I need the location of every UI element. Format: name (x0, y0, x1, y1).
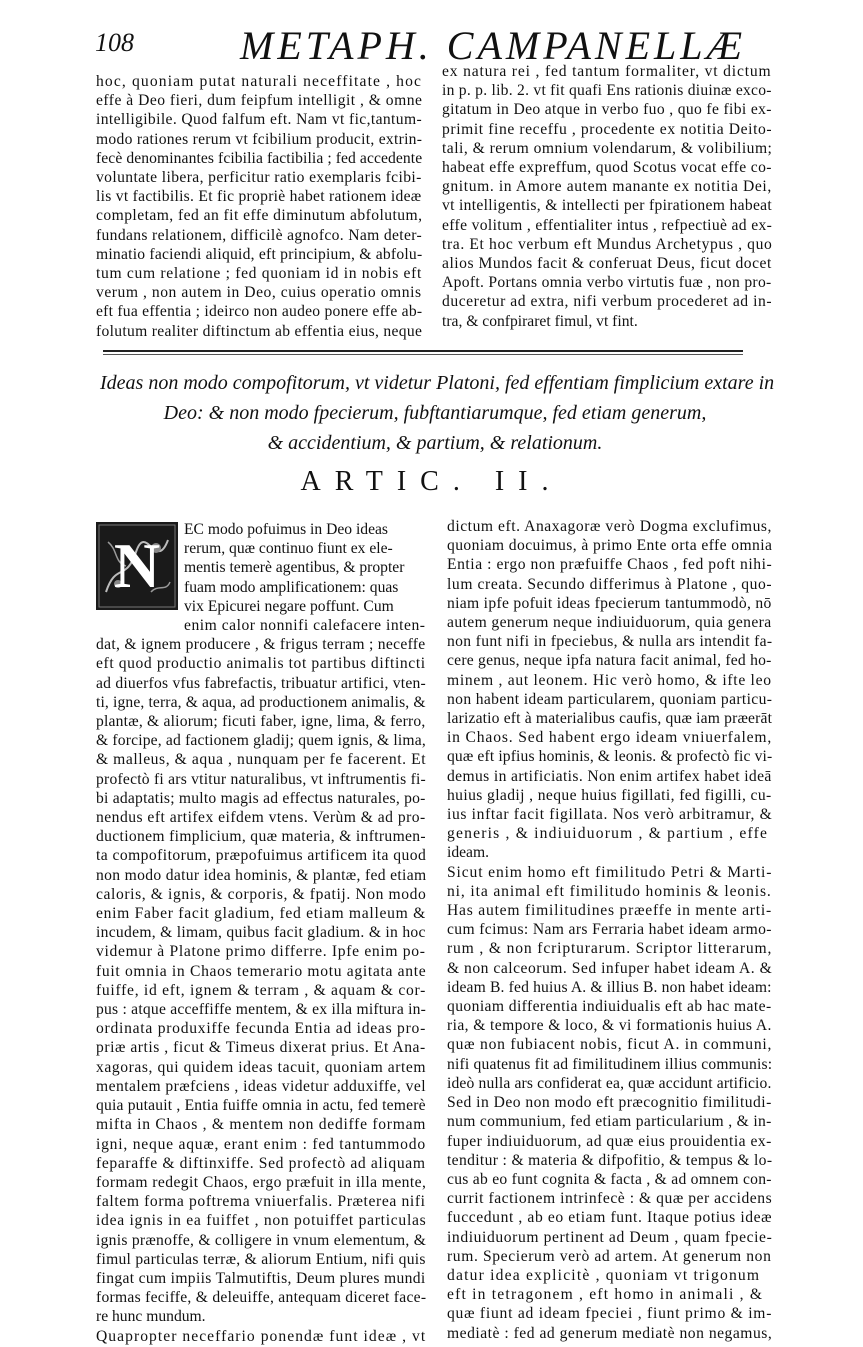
text-line: in p. p. lib. 2. vt fit quafi Ens rationis diuinæ exco- (442, 82, 772, 100)
text-line: Sed in Deo non modo eft præcognitio fimilitudi- (447, 1094, 772, 1112)
text-line: in Chaos. Sed habent ergo ideam vniuerfalem, (447, 729, 772, 747)
text-line: Sicut enim homo eft fimilitudo Petri & Marti- (447, 863, 772, 881)
text-line: re hunc mundum. (96, 1308, 206, 1326)
text-line: enim Faber facit gladium, fed etiam malleum & (96, 905, 426, 923)
text-line: habeat effe expreffum, quod Scotus vocat effe co- (442, 159, 772, 177)
section-divider-rule-thin (103, 354, 743, 355)
text-line: & non calceorum. Sed infuper habet ideam A. & (447, 959, 772, 977)
text-line: EC modo pofuimus in Deo ideas (184, 521, 388, 538)
text-line: tenditur : & materia & difpofitio, & tempus & lo- (447, 1151, 772, 1169)
text-line: non modo datur idea hominis, & plantæ, fed etiam (96, 866, 426, 884)
text-line: quæ eft ipfius hominis, & leonis. & profectò fic vi- (447, 748, 772, 766)
text-line: lis vt factibilis. Et fic propriè habet rationem ideæ (96, 188, 422, 206)
text-line: effe à Deo fieri, dum feipfum intelligit , & omne (96, 92, 422, 110)
text-line: Apoft. Portans omnia verbo virtutis fuæ , non pro- (442, 274, 772, 292)
text-line: hoc, quoniam putat naturali neceffitate , hoc (96, 73, 422, 90)
running-title: METAPH. CAMPANELLÆ (240, 23, 747, 68)
text-line: voluntate libera, perficitur ratio exemplaris fcibi- (96, 169, 422, 187)
text-line: ignis prænoffe, & colligere in vnum elementum, & (96, 1231, 426, 1249)
text-line: modo rationes rerum vt fcibilium producit, extrin- (96, 130, 422, 148)
text-line: vt intelligentis, & intellecti per fpirationem habeat (442, 197, 772, 215)
text-line: gnitum. in Amore autem manante ex notitia Dei, (442, 178, 772, 196)
text-line: incudem, & limam, quibus facit gladium. & in hoc (96, 924, 426, 942)
top-left-column (96, 72, 422, 341)
text-line: mentis temerè agentibus, & propter (184, 559, 405, 577)
text-line: rum. Specierum verò ad artem. At generum non (447, 1247, 772, 1265)
text-line: tra, & confpiraret fimul, vt fint. (442, 312, 638, 330)
text-line: plantæ, & aliorum; ficuti faber, igne, lima, & ferro, (96, 713, 426, 731)
text-line: fimul particulas terræ, & aliorum Entium, nifi quis (96, 1250, 426, 1268)
heading-line: Ideas non modo compofitorum, vt videtur Platoni, fed effentiam fimplicium extare in (100, 372, 775, 394)
text-line: formas feciffe, & deleuiffe, antequam diceret face- (96, 1289, 426, 1307)
text-line: fuit omnia in Chaos temerario motu agitata ante (96, 962, 426, 980)
text-line: ad diuerfos vfus fabrefactis, tribuatur artifici, vten- (96, 674, 426, 692)
text-line: quoniam docuimus, à primo Ente orta effe omnia (447, 537, 772, 555)
text-line: currit factionem intrinfecè : & quæ per accidens (447, 1190, 772, 1208)
text-line: fundans relationem, difficilè agnofco. Nam deter- (96, 226, 422, 244)
text-line: mifta in Chaos , & mentem non dediffe formam (96, 1116, 426, 1134)
text-line: igni, neque aquæ, erant enim : fed tantummodo (96, 1135, 426, 1153)
heading-line: & accidentium, & partium, & relationum. (267, 432, 603, 454)
section-heading (100, 368, 775, 458)
text-line: minatio faciendi aliquid, eft principium, & abfolu- (96, 245, 422, 263)
text-line: fuper indiuiduorum, ad quæ eius prouidentia ex- (447, 1132, 772, 1150)
text-line: effe volitum , effentialiter intus , refpectiuè ad ex- (442, 216, 772, 234)
text-line: verum , non autem in Deo, cuius operatio omnis (96, 284, 422, 302)
text-line: fingat cum impiis Talmutiftis, Deum plures mundi (96, 1269, 426, 1287)
text-line: & malleus, & aqua , nunquam per fe facerent. Et (96, 751, 426, 769)
text-line: quæ fiunt ad ideam fpeciei , fiunt primo & im- (447, 1305, 772, 1323)
text-line: gitatum in Deo atque in verbo fuo , quo fe fibi ex- (442, 101, 772, 119)
text-line: alios Mundos facit & conferuat Deus, ficut docet (442, 255, 772, 273)
text-line: huius gladij , neque huius figillati, fed figilli, cu- (447, 786, 772, 804)
text-line: vix Epicurei negare poffunt. Cum (184, 597, 394, 615)
text-line: ius inftar facit figillata. Nos verò arbitramur, & (447, 806, 772, 824)
text-line: ideam. (447, 844, 489, 862)
text-line: Quapropter neceffario ponendæ funt ideæ , vt (96, 1327, 426, 1345)
text-line: folutum realiter diftinctum ab effentia eius, neque (96, 322, 422, 340)
text-line: non habent ideam particularem, quoniam particu- (447, 690, 772, 708)
text-line: ductionem fimplicium, quæ materia, & inftrumen- (96, 828, 426, 846)
text-line: larizatio eft à materialibus caufis, quæ iam præerāt (447, 710, 772, 728)
article-label: ARTIC. II. (300, 466, 563, 497)
text-line: cus ab eo funt cognita & facta , & ad omnem con- (447, 1170, 772, 1188)
text-line: demus in artificiatis. Non enim artifex habet ideā (447, 767, 772, 785)
text-line: ideam B. fed huius A. & illius B. non habet ideam: (447, 978, 772, 996)
text-line: dictum eft. Anaxagoræ verò Dogma exclufimus, (447, 518, 772, 535)
text-line: rum , & non fcripturarum. Scriptor litterarum, (447, 940, 772, 958)
heading-line: Deo: & non modo fpecierum, fubftantiarumque, fed etiam generum, (163, 402, 707, 424)
text-line: cere genus, neque ipfa natura facit animal, fed ho- (447, 652, 772, 670)
body-left-column (96, 520, 426, 1346)
text-line: ria, & tempore & loco, & vi formationis huius A. (447, 1017, 772, 1035)
text-line: minem , aut leonem. Hic verò homo, & ifte leo (447, 671, 772, 689)
text-line: intelligibile. Quod falfum eft. Nam vt fic,tantum- (96, 111, 422, 129)
text-line: non funt nifi in fpeciebus, & nulla ars intendit fa- (447, 633, 772, 651)
text-line: Has autem fimilitudines præeffe in mente arti- (447, 902, 772, 920)
text-line: pus : atque acceffiffe mentem, & ex illa miftura in- (96, 1001, 426, 1019)
text-line: idea ignis in ea fuiffet , non potuiffet particulas (96, 1212, 426, 1230)
text-line: fuam modo amplificationem: quas (184, 578, 399, 596)
text-line: indiuiduorum pertinent ad Deum , quam fpecie- (447, 1228, 772, 1246)
text-line: quæ non fubiacent nobis, ficut A. in communi, (447, 1036, 772, 1054)
text-line: videmur à Platone primo differre. Ipfe enim po- (96, 943, 426, 961)
text-line: nifi quatenus fit ad fimilitudinem illius communis: (447, 1055, 772, 1073)
text-line: profectò fi ars vtitur naturalibus, vt inftrumentis fi- (96, 770, 426, 788)
text-line: completam, fed an fit effe diminutum abfolutum, (96, 207, 422, 225)
section-divider-rule (103, 350, 743, 352)
text-line: bi adaptatis; multo magis ad effectus naturales, po- (96, 789, 426, 807)
text-line: nendus eft artifex eifdem vtens. Verùm & ad pro- (96, 809, 426, 827)
text-line: autem generum neque indiuiduorum, quia genera (447, 614, 772, 632)
text-line: enim calor nonnifi calefacere inten- (184, 617, 426, 635)
text-line: Entia : ergo non præfuiffe Chaos , fed poft nihi- (447, 556, 772, 574)
text-line: dat, & ignem producere , & frigus terram ; neceffe (96, 636, 426, 654)
text-line: num communium, fed etiam particularium , & in- (447, 1113, 772, 1131)
text-line: ta compofitorum, præpofuimus artificem ita quod (96, 847, 426, 865)
text-line: tali, & rerum omnium volendarum, & volibilium; (442, 139, 772, 157)
text-line: datur idea explicitè , quoniam vt trigonum (447, 1266, 761, 1284)
text-line: ni, ita animal eft fimilitudo hominis & leonis. (447, 882, 772, 900)
text-line: priæ artis , ficut & Timeus dixerat prius. Et Ana- (96, 1039, 426, 1057)
text-line: ideò nulla ars confiderat ea, quæ accidunt artificio. (447, 1074, 772, 1092)
text-line: fuiffe, id eft, ignem & terram , & aquam & cor- (96, 981, 426, 999)
text-line: & forcipe, ad factionem gladij; quem ignis, & lima, (96, 732, 426, 750)
text-line: ti, igne, terra, & aqua, ad productionem animalis, & (96, 693, 426, 711)
text-line: rerum, quæ continuo fiunt ex ele- (184, 540, 393, 558)
text-line: duceretur ad extra, nifi verbum procederet ad in- (442, 293, 772, 311)
text-line: xagoras, qui quidem ideas tacuit, quoniam artem (96, 1058, 426, 1076)
text-line: eft fua effentia ; ideirco non audeo ponere effe ab- (96, 303, 422, 321)
text-line: quoniam differentia indiuidualis eft ab hac mate- (447, 998, 772, 1016)
text-line: lum creata. Secundo differimus à Platone , quo- (447, 575, 772, 593)
text-line: eft quod productio animalis tot partibus diftincti (96, 655, 426, 673)
text-line: faltem forma poftrema vniuerfalis. Præterea nifi (96, 1193, 426, 1211)
text-line: feparaffe & diftinxiffe. Sed profectò ad aliquam (96, 1154, 426, 1172)
text-line: caloris, & ignis, & corporis, & fpatij. Non modo (96, 885, 426, 903)
top-right-column (442, 62, 772, 331)
text-line: cum fcimus: Nam ars Ferraria habet ideam armo- (447, 921, 772, 939)
dropcap-letter: N (113, 530, 161, 601)
text-line: mediatè : fed ad generum mediatè non negamus, (447, 1324, 772, 1342)
text-line: generis , & indiuiduorum , & partium , effe (447, 825, 769, 843)
text-line: fecè denominantes fcibilia factibilia ; fed accedente (96, 149, 422, 167)
body-right-column (447, 517, 772, 1343)
text-line: tra. Et hoc verbum eft Mundus Archetypus , quo (442, 235, 772, 253)
text-line: niam ipfe pofuit ideas fpecierum tantummodò, nō (447, 594, 772, 612)
page-number: 108 (95, 28, 134, 57)
text-line: primit fine receffu , procedente ex notitia Deito- (442, 120, 772, 138)
text-line: fuccedunt , ab eo etiam funt. Itaque potius ideæ (447, 1209, 772, 1227)
text-line: quia putauit , Entia fuiffe omnia in actu, fed temerè (96, 1097, 426, 1115)
text-line: formam redegit Chaos, ergo præfuit in illa mente, (96, 1173, 426, 1191)
text-line: eft in tetragonem , eft homo in animali , & (447, 1286, 764, 1304)
text-line: mentalem præfciens , ideas videtur adduxiffe, vel (96, 1077, 426, 1095)
text-line: ordinata produxiffe fecunda Entia ad ideas pro- (96, 1020, 426, 1038)
text-line: ex natura rei , fed tantum formaliter, vt dictum (442, 63, 772, 80)
text-line: tum cum relatione ; fed quoniam id in nobis eft (96, 265, 422, 283)
